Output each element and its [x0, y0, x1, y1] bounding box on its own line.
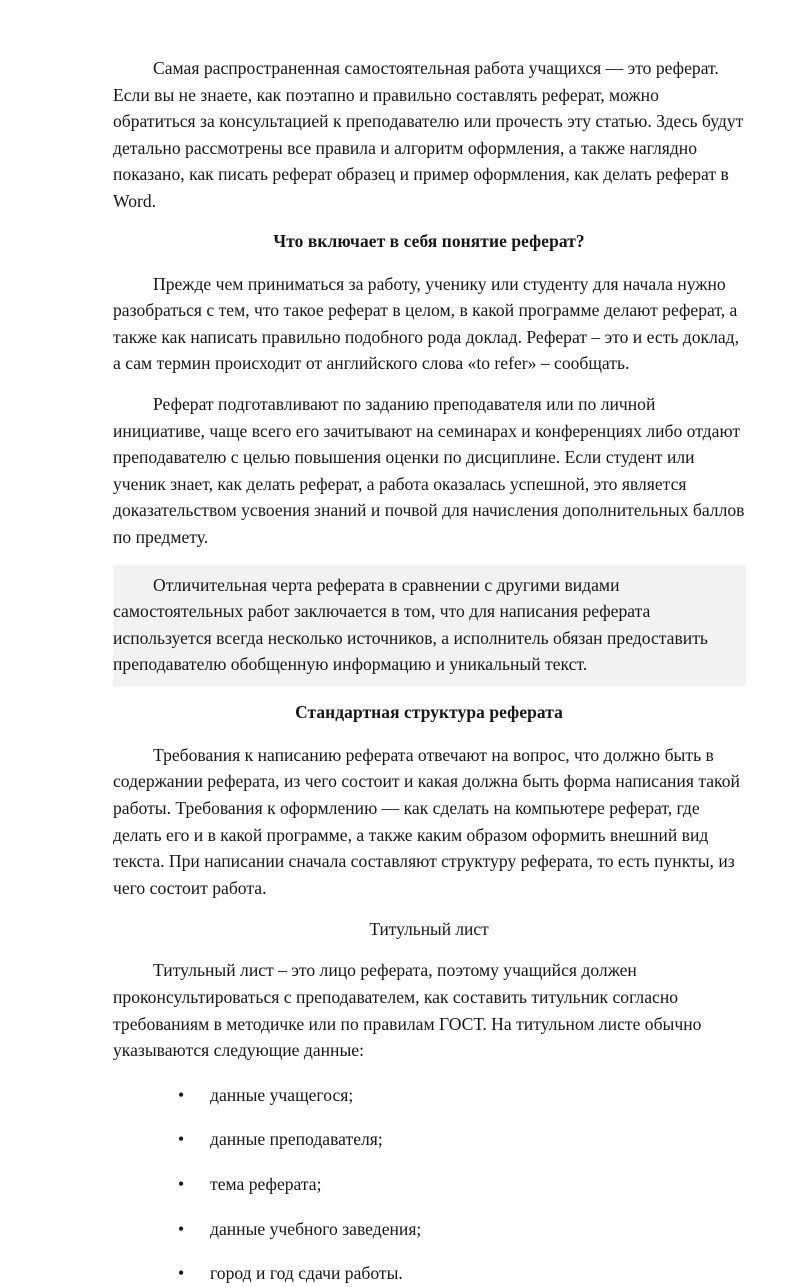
bullet-icon: • — [178, 1263, 185, 1284]
paragraph-title-page-description: Титульный лист – это лицо реферата, поэтому учащийся должен проконсультироваться с преподавателем, как составить титульник согласно требованиям в методичке или по правилам ГОСТ. На титульном листе обычно указываются следующие данные: — [113, 960, 702, 1061]
bullet-icon: • — [178, 1218, 185, 1239]
paragraph-requirements: Требования к написанию реферата отвечают на вопрос, что должно быть в содержании реферата, из чего состоит и какая должна быть форма написания такой работы. Требования к оформлению — как сделать на компьютере реферат, где делать его и в какой программе, а также каким образом оформить внешний вид текста. При написании сначала составляют структуру реферата, то есть пункты, из чего состоит работа. — [113, 744, 740, 898]
list-item — [113, 1082, 745, 1109]
document-body — [113, 55, 745, 1287]
heading-title-page: Титульный лист — [369, 919, 489, 940]
list-item — [113, 1216, 745, 1243]
highlighted-paragraph-block — [113, 565, 746, 686]
list-item-label: город и год сдачи работы. — [210, 1263, 403, 1284]
paragraph-concept-preparation: Реферат подготавливают по заданию преподавателя или по личной инициативе, чаще всего его зачитывают на семинарах и конференциях либо отдают преподавателю с целью повышения оценки по дисциплине. Если студент или ученик знает, как делать реферат, а работа оказалась успешной, это является доказательством усвоения знаний и почвой для начисления дополнительных баллов по предмету. — [113, 393, 745, 547]
paragraph-distinctive-feature: Отличительная черта реферата в сравнении с другими видами самостоятельных работ заключается в том, что для написания реферата используется всегда несколько источников, а исполнитель обязан предоставить преподавателю обобщенную информацию и уникальный текст. — [113, 574, 708, 675]
paragraph-intro: Самая распространенная самостоятельная работа учащихся — это реферат. Если вы не знаете, как поэтапно и правильно составлять реферат, можно обратиться за консультацией к преподавателю или прочесть эту статью. Здесь будут детально рассмотрены все правила и алгоритм оформления, а также наглядно показано, как писать реферат образец и пример оформления, как делать реферат в Word. — [113, 58, 744, 211]
heading-standard-structure: Стандартная структура реферата — [295, 701, 563, 722]
bullet-icon: • — [178, 1129, 185, 1150]
list-item — [113, 1171, 745, 1198]
list-item-label: данные учебного заведения; — [210, 1218, 422, 1239]
paragraph-concept-definition: Прежде чем приниматься за работу, ученику или студенту для начала нужно разобраться с тем, что такое реферат в целом, в какой программе делают реферат, а также как написать правильно подобного рода доклад. Реферат – это и есть доклад, а сам термин происходит от английского слова «to refer» – сообщать. — [113, 273, 740, 374]
bullet-icon: • — [178, 1174, 185, 1194]
list-item-label: данные преподавателя; — [210, 1129, 383, 1150]
list-item — [113, 1126, 745, 1153]
list-item-label: тема реферата; — [210, 1174, 322, 1194]
heading-what-is-abstract: Что включает в себя понятие реферат? — [273, 230, 585, 251]
list-item — [113, 1260, 745, 1287]
title-page-data-list — [113, 1082, 745, 1287]
bullet-icon: • — [178, 1084, 185, 1105]
list-item-label: данные учащегося; — [210, 1084, 354, 1105]
